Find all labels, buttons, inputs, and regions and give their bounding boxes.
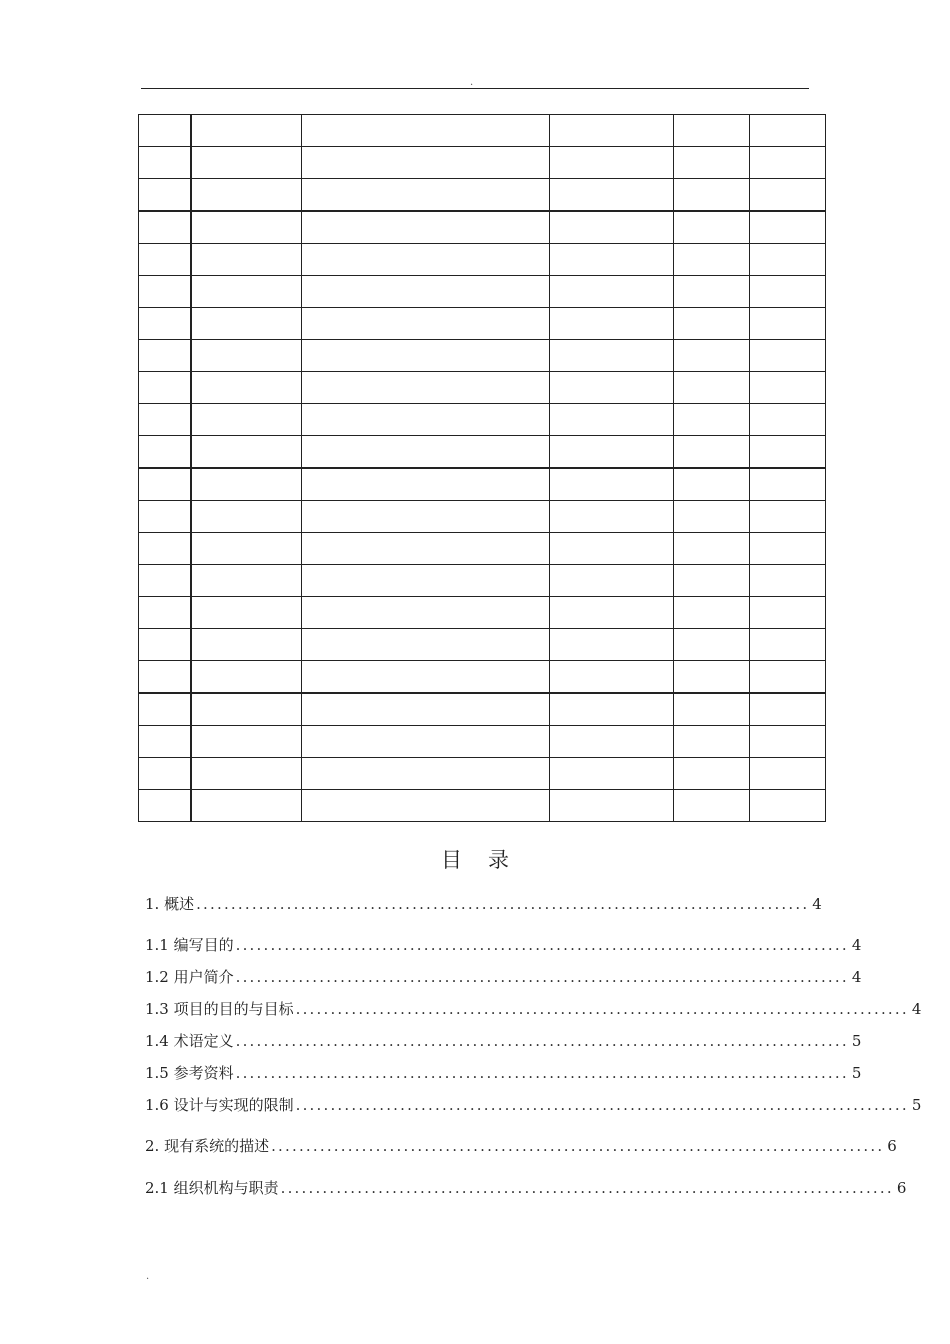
record-table-cell [191,597,302,629]
toc-entry-page: 4 [911,1000,922,1018]
record-table-row [139,790,826,822]
toc-entry-page: 6 [887,1137,897,1155]
toc-entry-label: 1.1 编写目的 [145,936,234,954]
record-table-cell [674,501,750,533]
record-table-cell [550,790,674,822]
record-table-cell [750,372,826,404]
record-table-cell [750,661,826,694]
toc-leader: ........................................................................................ [235,1032,849,1050]
toc-leader: ........................................................................................ [235,936,849,954]
record-table-cell [302,533,550,565]
record-table-cell [550,661,674,694]
record-table-row [139,661,826,694]
revision-record-table [138,114,826,822]
record-table-row [139,597,826,629]
record-table-row [139,629,826,661]
record-table-cell [191,436,302,469]
record-table-cell [302,790,550,822]
record-table-row [139,308,826,340]
record-table-cell [302,179,550,212]
record-table-cell [750,340,826,372]
record-table-cell [302,244,550,276]
record-table-cell [191,565,302,597]
record-table-cell [750,404,826,436]
record-table-row [139,244,826,276]
record-table-cell [191,147,302,179]
record-table-cell [550,565,674,597]
record-table-row [139,436,826,469]
record-table-cell [750,758,826,790]
record-table-cell [550,147,674,179]
record-table-cell [750,308,826,340]
record-table-cell [302,468,550,501]
record-table-cell [139,115,192,147]
toc-entry-label: 2. 现有系统的描述 [145,1137,270,1155]
toc-entry[interactable] [145,1032,862,1050]
record-table-cell [302,340,550,372]
record-table-cell [191,790,302,822]
record-table-cell [674,211,750,244]
record-table-cell [550,340,674,372]
record-table-cell [302,726,550,758]
record-table-cell [191,276,302,308]
record-table-cell [750,468,826,501]
record-table-cell [750,179,826,212]
record-table-cell [750,147,826,179]
record-table-cell [750,211,826,244]
record-table-cell [302,372,550,404]
toc-entry-page: 4 [851,968,862,986]
record-table-cell [191,340,302,372]
record-table-cell [191,501,302,533]
footer-mark: . [146,1271,150,1282]
record-table-cell [302,436,550,469]
record-table-cell [302,308,550,340]
record-table-cell [674,565,750,597]
record-table-cell [302,661,550,694]
record-table-cell [674,404,750,436]
record-table-cell [139,340,192,372]
record-table-cell [674,790,750,822]
record-table-cell [302,115,550,147]
record-table-cell [139,308,192,340]
toc-entry-page: 6 [896,1179,907,1197]
toc-leader: ........................................................................................ [235,968,849,986]
record-table-cell [139,436,192,469]
toc-entry-label: 2.1 组织机构与职责 [145,1179,279,1197]
toc-entry-page: 4 [851,936,862,954]
record-table-row [139,340,826,372]
record-table-cell [191,308,302,340]
record-table-cell [674,758,750,790]
record-table-cell [550,693,674,726]
record-table-cell [674,661,750,694]
record-table-cell [550,758,674,790]
toc-leader: ........................................................................................ [235,1064,849,1082]
record-table-row [139,147,826,179]
toc-entry-label: 1. 概述 [145,895,195,913]
record-table-cell [191,758,302,790]
record-table-cell [302,276,550,308]
record-table-cell [139,179,192,212]
record-table-cell [750,597,826,629]
record-table-row [139,179,826,212]
record-table-row [139,276,826,308]
toc-entry[interactable] [145,895,822,913]
toc-entry-label: 1.6 设计与实现的限制 [145,1096,294,1114]
record-table-cell [550,533,674,565]
record-table-cell [191,726,302,758]
record-table-cell [550,468,674,501]
record-table-cell [191,693,302,726]
record-table-cell [191,661,302,694]
record-table-cell [139,211,192,244]
header-rule [141,88,809,89]
header-mark: . [470,77,474,88]
record-table-row [139,758,826,790]
record-table-cell [139,597,192,629]
record-table-cell [302,597,550,629]
record-table-cell [139,501,192,533]
record-table-cell [674,726,750,758]
toc-entry[interactable] [145,1064,862,1082]
record-table-cell [674,436,750,469]
record-table-row [139,533,826,565]
record-table-cell [139,790,192,822]
toc-title-char: 录 [488,848,509,872]
record-table-cell [302,501,550,533]
record-table-cell [302,693,550,726]
toc-title [0,844,950,874]
record-table-cell [674,340,750,372]
toc-entry[interactable] [145,1096,922,1114]
record-table-cell [674,276,750,308]
record-table-cell [302,565,550,597]
record-table-cell [750,115,826,147]
record-table-cell [674,533,750,565]
toc-entry[interactable] [145,968,862,986]
record-table-cell [191,533,302,565]
toc-leader: ........................................................................................ [295,1096,909,1114]
record-table-cell [674,244,750,276]
record-table-cell [674,372,750,404]
record-table-cell [750,790,826,822]
record-table-cell [550,629,674,661]
record-table-cell [191,468,302,501]
record-table-cell [550,308,674,340]
record-table-cell [139,693,192,726]
record-table-cell [750,565,826,597]
record-table-cell [550,726,674,758]
toc-leader: ........................................................................................ [280,1179,894,1197]
record-table-cell [750,533,826,565]
record-table-cell [139,726,192,758]
record-table-cell [750,276,826,308]
record-table-cell [674,693,750,726]
toc-entry-page: 5 [851,1064,862,1082]
record-table-cell [750,726,826,758]
toc-entry-label: 1.5 参考资料 [145,1064,234,1082]
record-table-row [139,211,826,244]
toc-entry-page: 5 [851,1032,862,1050]
record-table-cell [139,147,192,179]
toc-entry-page: 5 [911,1096,922,1114]
record-table-cell [139,661,192,694]
record-table-cell [750,436,826,469]
toc-entry-label: 1.3 项目的目的与目标 [145,1000,294,1018]
record-table-cell [139,758,192,790]
toc-entry[interactable] [145,936,862,954]
record-table-cell [139,276,192,308]
record-table-cell [550,597,674,629]
record-table-cell [550,436,674,469]
record-table-cell [750,244,826,276]
record-table-cell [674,179,750,212]
record-table-cell [550,115,674,147]
record-table-cell [750,501,826,533]
record-table-cell [550,244,674,276]
toc-entry[interactable] [145,1000,922,1018]
record-table-cell [302,404,550,436]
record-table-cell [302,147,550,179]
record-table-cell [191,115,302,147]
record-table-row [139,693,826,726]
toc-entry-label: 1.2 用户简介 [145,968,234,986]
record-table-row [139,404,826,436]
record-table-cell [674,629,750,661]
toc-title-char: 目 [441,848,462,872]
record-table-cell [139,468,192,501]
record-table-cell [302,758,550,790]
toc-entry-label: 1.4 术语定义 [145,1032,234,1050]
toc-entry[interactable] [145,1137,897,1155]
toc-entry-page: 4 [812,895,822,913]
record-table-cell [550,501,674,533]
record-table-cell [139,629,192,661]
record-table-cell [674,468,750,501]
toc-leader: ........................................................................................ [271,1137,885,1155]
record-table-row [139,468,826,501]
record-table-cell [674,147,750,179]
record-table-cell [550,179,674,212]
record-table-cell [191,629,302,661]
record-table-cell [302,211,550,244]
record-table-row [139,115,826,147]
record-table-cell [302,629,550,661]
toc-entry[interactable] [145,1179,907,1197]
record-table-cell [191,211,302,244]
record-table-cell [191,372,302,404]
record-table-cell [750,693,826,726]
record-table-cell [139,244,192,276]
record-table-cell [139,372,192,404]
record-table-cell [750,629,826,661]
record-table-cell [674,308,750,340]
record-table-cell [550,276,674,308]
toc-leader: ........................................................................................ [295,1000,909,1018]
record-table-cell [550,211,674,244]
record-table-row [139,726,826,758]
record-table-row [139,501,826,533]
record-table-cell [139,404,192,436]
record-table-row [139,372,826,404]
record-table-cell [550,372,674,404]
record-table-cell [139,533,192,565]
record-table-cell [674,115,750,147]
record-table-cell [191,404,302,436]
record-table-cell [191,244,302,276]
record-table-cell [191,179,302,212]
toc-leader: ........................................................................................ [196,895,810,913]
record-table-row [139,565,826,597]
record-table-cell [550,404,674,436]
record-table-cell [139,565,192,597]
record-table-cell [674,597,750,629]
